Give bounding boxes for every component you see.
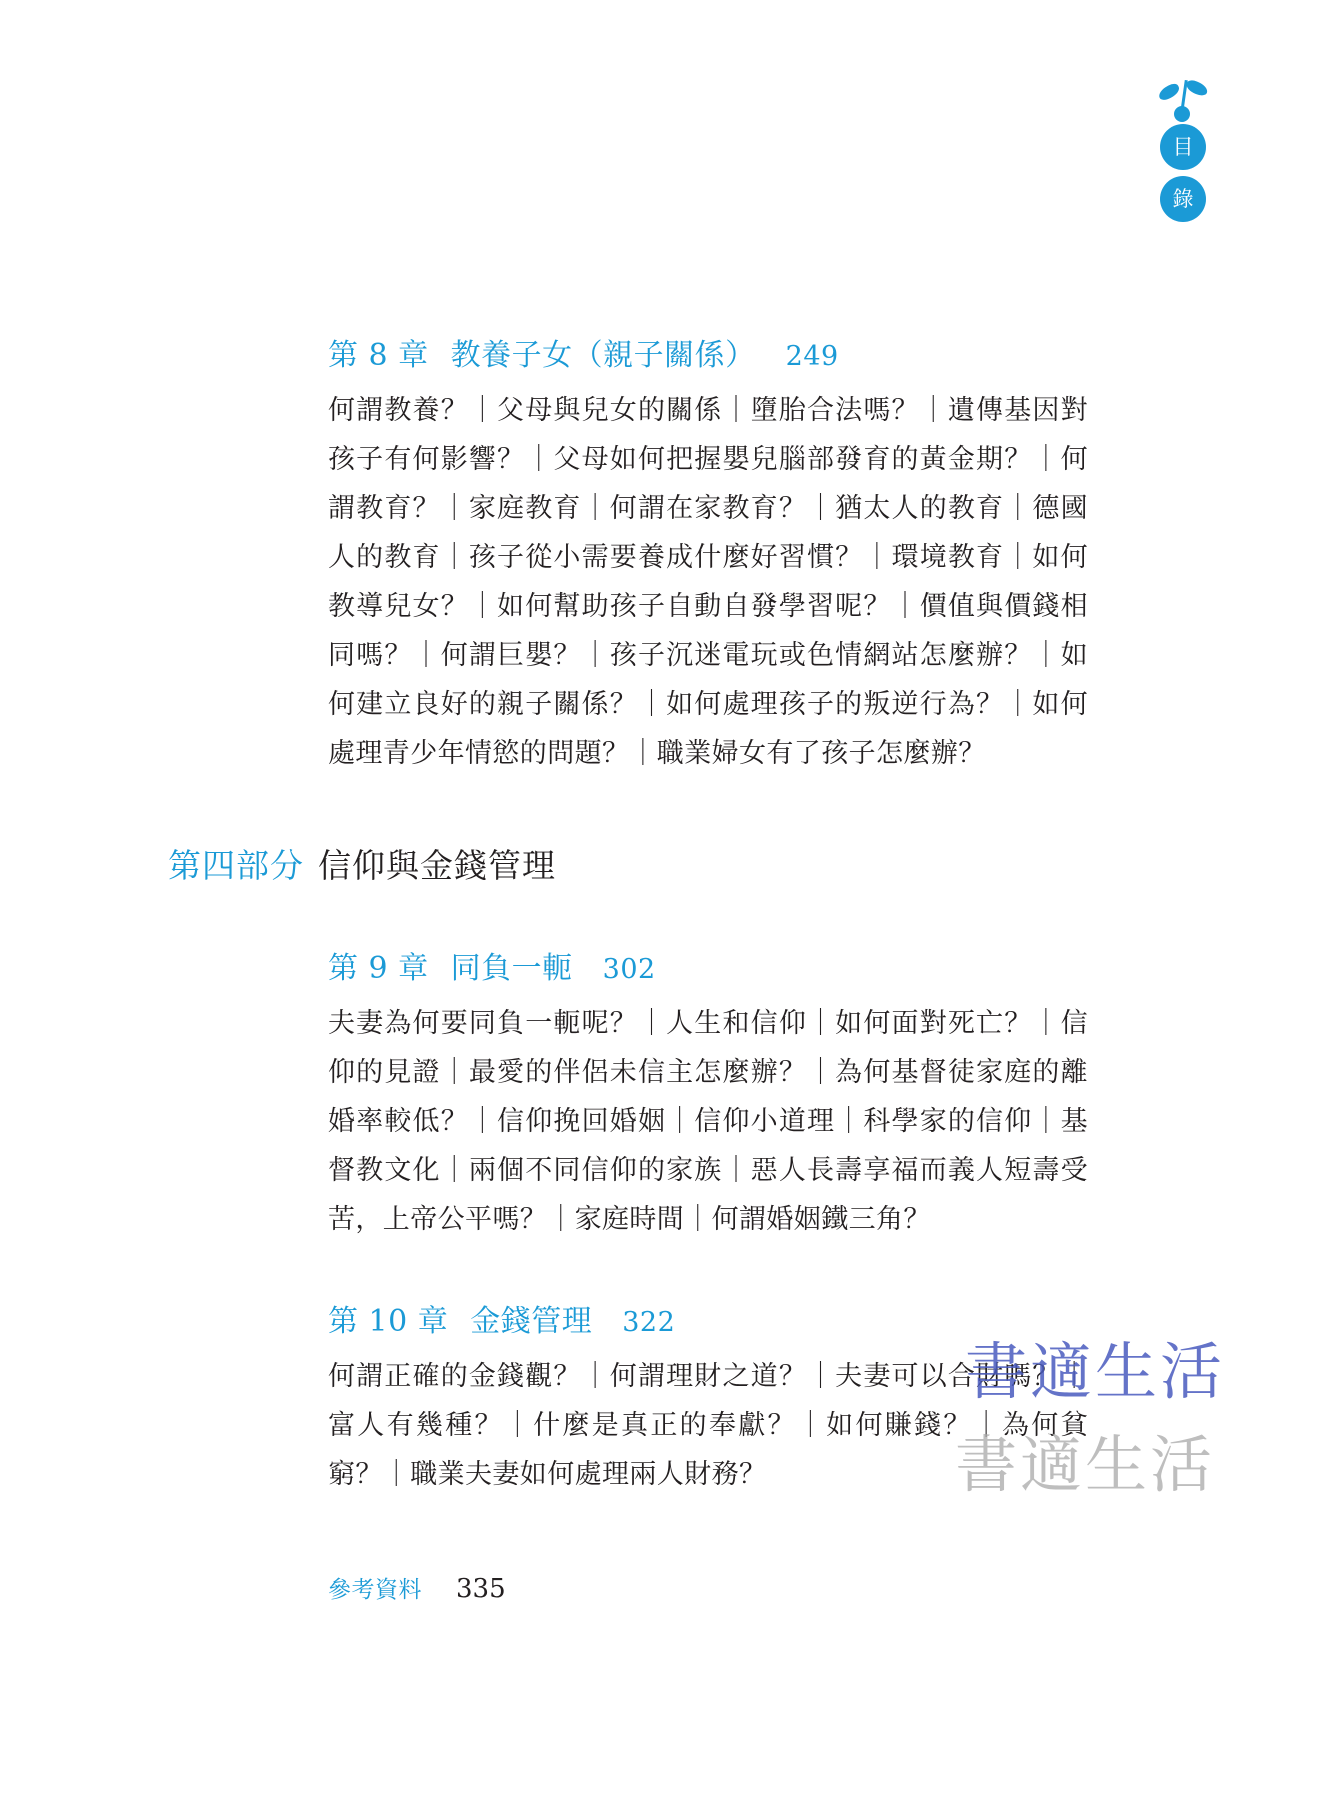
chapter-8-heading[interactable]	[328, 330, 1188, 374]
watermark-grey: 書適生活	[955, 1428, 1216, 1501]
toc-chapter-10	[168, 1296, 1188, 1499]
chapter-8-number: 第 8 章	[328, 338, 429, 373]
chapter-9-number: 第 9 章	[328, 951, 429, 986]
watermark-blue: 書適生活	[965, 1335, 1226, 1408]
chapter-9-page: 302	[602, 954, 656, 985]
chapter-8-page: 249	[785, 341, 839, 372]
chapter-10-heading[interactable]	[328, 1296, 1188, 1340]
marker-char-2: 錄	[1160, 176, 1206, 222]
chapter-10-title: 金錢管理	[470, 1304, 593, 1339]
section-spacer	[168, 1244, 1188, 1296]
appendix-page: 335	[456, 1574, 506, 1604]
toc-content	[168, 330, 1188, 1604]
bookmark-sprout-icon	[1152, 80, 1222, 230]
appendix-entry[interactable]	[328, 1571, 1188, 1604]
chapter-8-title: 教養子女（親子關係）	[450, 338, 756, 373]
part-4-label: 第四部分	[168, 846, 304, 885]
toc-chapter-9	[168, 943, 1188, 1244]
chapter-9-entries: 夫妻為何要同負一軛呢？｜人生和信仰｜如何面對死亡？｜信仰的見證｜最愛的伴侶未信主怎麼辦？｜為何基督徒家庭的離婚率較低？｜信仰挽回婚姻｜信仰小道理｜科學家的信仰｜基督教文化｜兩個不同信仰的家族｜惡人長壽享福而義人短壽受苦，上帝公平嗎？｜家庭時間｜何謂婚姻鐵三角？	[328, 1008, 1088, 1235]
leaf-left-icon	[1156, 82, 1181, 103]
toc-chapter-8	[168, 330, 1188, 778]
appendix-label: 參考資料	[328, 1577, 422, 1603]
chapter-10-entries: 何謂正確的金錢觀？｜何謂理財之道？｜夫妻可以合財嗎？｜富人有幾種？｜什麼是真正的奉獻？｜如何賺錢？｜為何貧窮？｜職業夫妻如何處理兩人財務？	[328, 1361, 1088, 1490]
sprout-dot-icon	[1174, 106, 1190, 122]
chapter-9-title: 同負一軛	[450, 951, 573, 986]
chapter-8-entries: 何謂教養？｜父母與兒女的關係｜墮胎合法嗎？｜遺傳基因對孩子有何影響？｜父母如何把握嬰兒腦部發育的黃金期？｜何謂教育？｜家庭教育｜何謂在家教育？｜猶太人的教育｜德國人的教育｜孩子從小需要養成什麼好習慣？｜環境教育｜如何教導兒女？｜如何幫助孩子自動自發學習呢？｜價值與價錢相同嗎？｜何謂巨嬰？｜孩子沉迷電玩或色情網站怎麼辦？｜如何建立良好的親子關係？｜如何處理孩子的叛逆行為？｜如何處理青少年情慾的問題？｜職業婦女有了孩子怎麼辦？	[328, 395, 1088, 769]
chapter-10-number: 第 10 章	[328, 1304, 449, 1339]
part-4-title: 信仰與金錢管理	[318, 846, 556, 885]
leaf-right-icon	[1185, 78, 1210, 97]
part-4-heading	[168, 840, 1188, 887]
marker-char-1: 目	[1160, 124, 1206, 170]
chapter-10-page: 322	[622, 1307, 676, 1338]
chapter-9-heading[interactable]	[328, 943, 1188, 987]
